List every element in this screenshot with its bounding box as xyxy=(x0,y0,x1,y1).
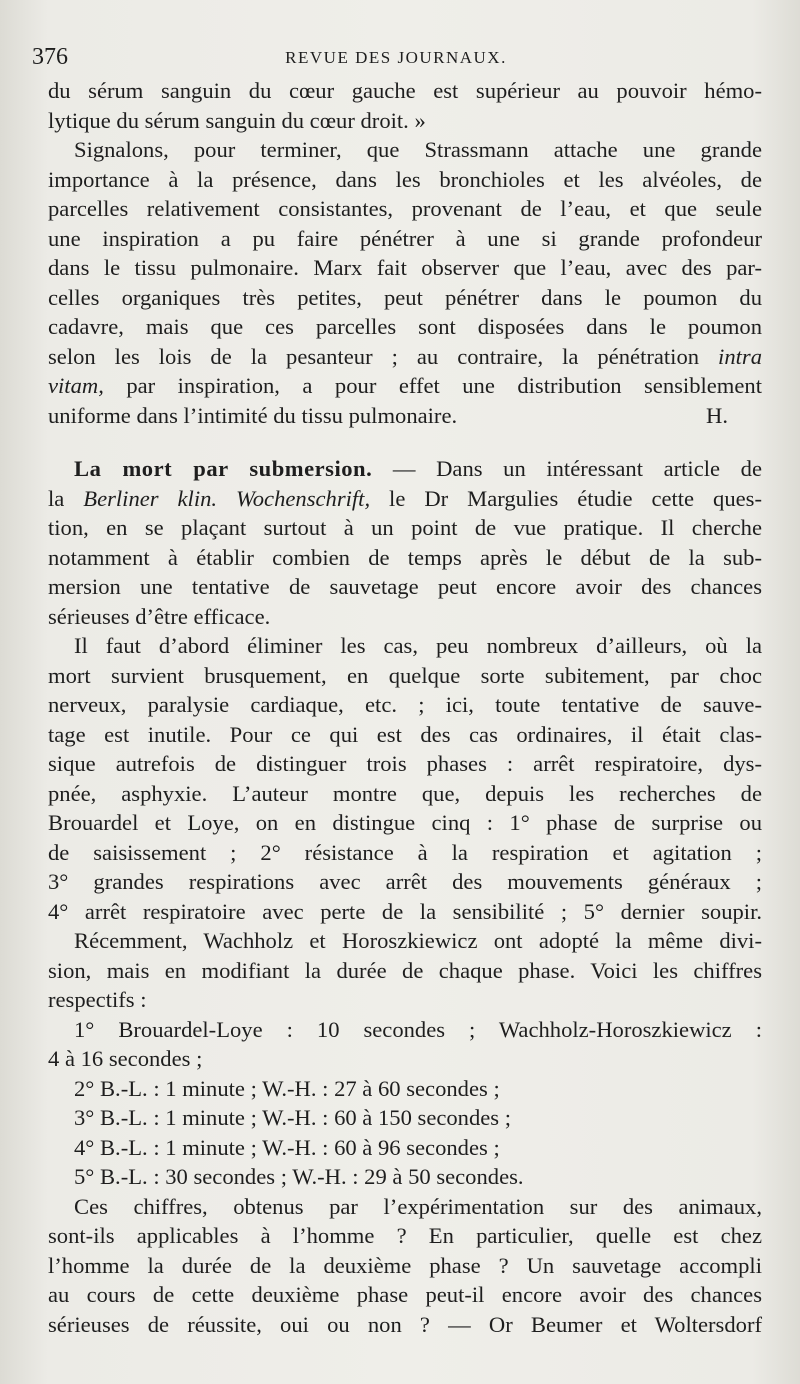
text-line: sion, mais en modifiant la durée de chaque phase. Voici les chiffres xyxy=(48,957,762,983)
text-line xyxy=(48,454,762,484)
text-line: notamment à établir combien de temps après le début de la sub- xyxy=(48,544,762,570)
text-line: Ces chiffres, obtenus par l’expérimentation sur des animaux, xyxy=(74,1193,762,1219)
paragraph-5 xyxy=(48,926,762,1015)
text-run: uniforme dans l’intimité du tissu pulmonaire. xyxy=(48,402,458,428)
text-line: sique autrefois de distinguer trois phases : arrêt respiratoire, dys- xyxy=(48,751,762,776)
text-line: cadavre, mais que ces parcelles sont disposées dans le poumon xyxy=(48,314,762,339)
text-line: tage est inutile. Pour ce qui est des cas ordinaires, il était clas- xyxy=(48,721,762,747)
text-line: respectifs : xyxy=(48,987,147,1012)
list-item: 4° B.-L. : 1 minute ; W.-H. : 60 à 96 secondes ; xyxy=(74,1134,500,1160)
text-line: l’homme la durée de la deuxième phase ? Un sauvetage accompli xyxy=(48,1252,762,1278)
paragraph-2 xyxy=(48,135,762,430)
list-item: 5° B.-L. : 30 secondes ; W.-H. : 29 à 50 secondes. xyxy=(74,1164,524,1189)
journal-title: Berliner klin. Wochenschrift, xyxy=(83,485,371,511)
text-run: la xyxy=(48,485,84,511)
text-line: celles organiques très petites, peut pénétrer dans le poumon du xyxy=(48,284,762,310)
italic-text: vitam, xyxy=(48,373,104,398)
text-line xyxy=(48,401,762,431)
paragraph-1 xyxy=(48,76,762,135)
paragraph-4 xyxy=(48,631,762,926)
text-line: tion, en se plaçant surtout à un point de vue pratique. Il cherche xyxy=(48,515,762,540)
text-line: mersion une tentative de sauvetage peut encore avoir des chances xyxy=(48,574,762,599)
text-run: par inspiration, a pour effet une distribution sensiblement xyxy=(103,373,762,398)
text-line xyxy=(48,484,762,514)
paragraph-6 xyxy=(48,1192,762,1340)
text-run: — Dans un intéressant article de xyxy=(372,456,762,481)
text-line: sont-ils applicables à l’homme ? En particulier, quelle est chez xyxy=(48,1223,762,1248)
text-run: le Dr Margulies étudie cette ques- xyxy=(370,485,762,511)
list-item: 1° Brouardel-Loye : 10 secondes ; Wachholz-Horoszkiewicz : xyxy=(74,1016,762,1042)
italic-text: intra xyxy=(718,343,762,369)
text-line xyxy=(48,371,762,401)
text-line: Il faut d’abord éliminer les cas, peu nombreux d’ailleurs, où la xyxy=(74,633,762,658)
text-line: dans le tissu pulmonaire. Marx fait observer que l’eau, avec des par- xyxy=(48,255,762,280)
page-header xyxy=(30,36,762,76)
text-line: 3° grandes respirations avec arrêt des mouvements généraux ; xyxy=(48,869,762,894)
paragraph-3 xyxy=(48,454,762,631)
duration-list xyxy=(48,1015,762,1192)
text-line: de saisissement ; 2° résistance à la respiration et agitation ; xyxy=(48,839,762,865)
author-signature: H. xyxy=(706,402,728,428)
text-line: sérieuses de réussite, oui ou non ? — Or Beumer et Woltersdorf xyxy=(48,1311,762,1337)
text-run: selon les lois de la pesanteur ; au contraire, la pénétration xyxy=(48,343,719,369)
section-title: La mort par submersion. xyxy=(74,456,373,481)
section-gap xyxy=(48,430,762,454)
list-item: 3° B.-L. : 1 minute ; W.-H. : 60 à 150 secondes ; xyxy=(74,1105,512,1130)
list-item: 2° B.-L. : 1 minute ; W.-H. : 27 à 60 secondes ; xyxy=(74,1075,500,1101)
text-line: parcelles relativement consistantes, provenant de l’eau, et que seule xyxy=(48,196,762,221)
text-line: 4° arrêt respiratoire avec perte de la sensibilité ; 5° dernier soupir. xyxy=(48,898,762,924)
page-number: 376 xyxy=(32,44,68,70)
text-line: une inspiration a pu faire pénétrer à une si grande profondeur xyxy=(48,225,762,251)
text-line: au cours de cette deuxième phase peut-il encore avoir des chances xyxy=(48,1282,762,1307)
text-line: pnée, asphyxie. L’auteur montre que, depuis les recherches de xyxy=(48,780,762,806)
text-line xyxy=(48,342,762,372)
text-line: Brouardel et Loye, on en distingue cinq : 1° phase de surprise ou xyxy=(48,810,762,835)
text-line: mort survient brusquement, en quelque sorte subitement, par choc xyxy=(48,662,762,688)
text-line: sérieuses d’être efficace. xyxy=(48,603,271,629)
text-line: Signalons, pour terminer, que Strassmann attache une grande xyxy=(74,137,762,162)
page-body xyxy=(30,76,762,1339)
list-item-continuation: 4 à 16 secondes ; xyxy=(48,1046,203,1071)
text-line: nerveux, paralysie cardiaque, etc. ; ici, toute tentative de sauve- xyxy=(48,692,762,717)
text-line: Récemment, Wachholz et Horoszkiewicz ont adopté la même divi- xyxy=(74,928,762,953)
text-line: lytique du sérum sanguin du cœur droit. » xyxy=(48,107,426,133)
text-line: du sérum sanguin du cœur gauche est supérieur au pouvoir hémo- xyxy=(48,78,762,103)
running-head: REVUE DES JOURNAUX. xyxy=(285,48,507,67)
text-line: importance à la présence, dans les bronchioles et les alvéoles, de xyxy=(48,166,762,192)
